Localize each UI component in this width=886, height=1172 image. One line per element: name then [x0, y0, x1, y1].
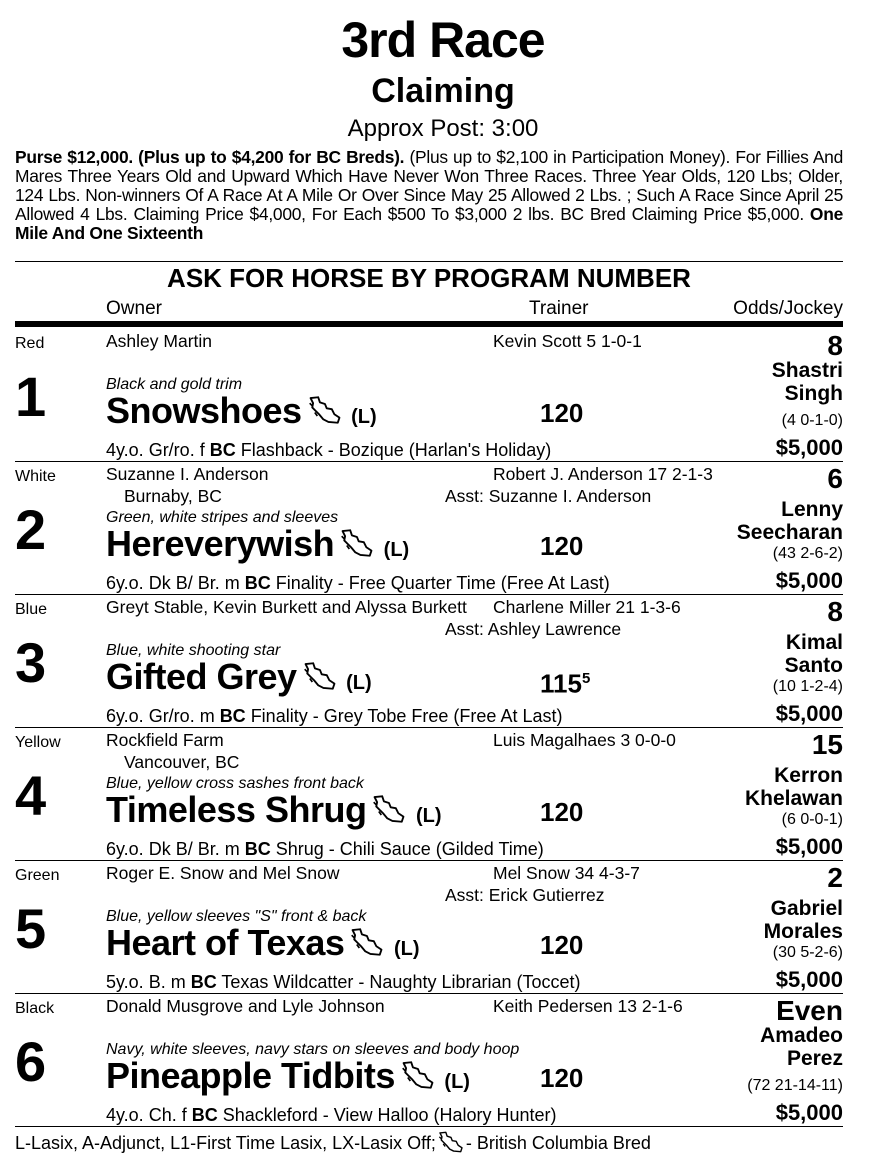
- morning-line-odds: 2: [827, 862, 843, 893]
- weight-value: 120: [540, 398, 584, 428]
- medication-code: (L): [383, 539, 410, 561]
- owner-location: Vancouver, BC: [124, 752, 240, 772]
- weight: [540, 664, 590, 699]
- silks-description: Blue, white shooting star: [106, 642, 281, 659]
- breeding-pedigree: Finality - Grey Tobe Free (Free At Last): [245, 706, 563, 726]
- assistant-trainer: Asst: Erick Gutierrez: [445, 885, 605, 905]
- owner-name: Greyt Stable, Kevin Burkett and Alyssa Burkett: [106, 597, 467, 617]
- silks-description: Black and gold trim: [106, 376, 243, 393]
- weight: [540, 1063, 583, 1093]
- morning-line-odds: 8: [827, 330, 843, 361]
- weight: [540, 398, 583, 428]
- entry-row: [15, 329, 843, 462]
- british-columbia-map-icon: [372, 794, 406, 824]
- owner-name: Ashley Martin: [106, 331, 213, 351]
- odds-column-header: Odds/Jockey: [733, 298, 843, 319]
- breeding-age-sex: 5y.o. B. m: [106, 972, 191, 992]
- weight-value: 120: [540, 1063, 584, 1093]
- claiming-price: $5,000: [775, 967, 843, 992]
- program-number: 2: [15, 498, 47, 561]
- british-columbia-map-icon: [438, 1131, 464, 1153]
- program-number: 6: [15, 1030, 47, 1093]
- saddle-cloth-color: White: [15, 468, 56, 485]
- legend-footer: [15, 1131, 651, 1154]
- program-number: 4: [15, 764, 47, 827]
- breeding-line: [106, 705, 562, 727]
- jockey-first-name: Lenny: [781, 498, 843, 521]
- bc-bred-marker: BC: [209, 440, 236, 460]
- morning-line-odds: 15: [811, 729, 843, 760]
- silks-description: Navy, white sleeves, navy stars on sleeves and body hoop: [106, 1041, 520, 1058]
- weight-allowance: 5: [581, 670, 591, 687]
- bc-bred-marker: BC: [191, 1105, 218, 1125]
- silks-description: Blue, yellow cross sashes front back: [106, 775, 364, 792]
- conditions-text: (Plus up to $2,100 in Participation Money). For Fillies And Mares Three Years Old and Upward Which Have Never Won Three Races. Three Year Olds, 120 Lbs; Older, 124 Lbs. Non-winners Of A Race At A Mile Or Over Since May 25 Allowed 2 Lbs. ; Such A Race Since April 25 Allowed 4 Lbs. Claiming Price $4,000, For Each $500 To $3,000 2 lbs. BC Bred Claiming Price $5,000.: [15, 147, 844, 224]
- saddle-cloth-color: Blue: [15, 601, 48, 618]
- breeding-pedigree: Shackleford - View Halloo (Halory Hunter): [217, 1105, 557, 1125]
- trainer-name: Charlene Miller 21 1-3-6: [493, 597, 681, 617]
- medication-code: (L): [393, 938, 420, 960]
- jockey-last-name: Singh: [784, 382, 843, 405]
- entry-row: [15, 595, 843, 728]
- program-number-banner: ASK FOR HORSE BY PROGRAM NUMBER: [15, 261, 843, 294]
- breeding-pedigree: Texas Wildcatter - Naughty Librarian (Toccet): [216, 972, 581, 992]
- legend-text: L-Lasix, A-Adjunct, L1-First Time Lasix, LX-Lasix Off;: [15, 1133, 436, 1153]
- breeding-line: [106, 439, 551, 461]
- breeding-age-sex: 6y.o. Dk B/ Br. m: [106, 573, 245, 593]
- trainer-name: Kevin Scott 5 1-0-1: [493, 331, 642, 351]
- trainer-name: Robert J. Anderson 17 2-1-3: [493, 464, 713, 484]
- jockey-record: (4 0-1-0): [781, 412, 843, 429]
- race-type: Claiming: [371, 72, 515, 110]
- weight-value: 115: [540, 668, 582, 699]
- british-columbia-map-icon: [340, 528, 374, 558]
- bc-bred-marker: BC: [219, 706, 246, 726]
- entry-row: [15, 994, 843, 1127]
- horse-name-line: [106, 655, 372, 705]
- race-title: 3rd Race: [341, 12, 545, 68]
- medication-code: (L): [444, 1071, 470, 1093]
- breeding-line: [106, 1104, 557, 1126]
- saddle-cloth-color: Yellow: [15, 734, 61, 751]
- jockey-record: (30 5-2-6): [772, 944, 843, 961]
- morning-line-odds: 8: [827, 596, 843, 627]
- weight-value: 120: [540, 930, 584, 960]
- jockey-last-name: Morales: [763, 920, 843, 943]
- morning-line-odds: Even: [776, 995, 843, 1026]
- weight: [540, 531, 583, 561]
- trainer-name: Luis Magalhaes 3 0-0-0: [493, 730, 676, 750]
- breeding-age-sex: 6y.o. Gr/ro. m: [106, 706, 220, 726]
- horse-name: Snowshoes: [106, 390, 302, 431]
- assistant-trainer: Asst: Ashley Lawrence: [445, 619, 622, 639]
- post-time: Approx Post: 3:00: [347, 115, 539, 142]
- weight-value: 120: [540, 531, 584, 561]
- entry-row: [15, 462, 843, 595]
- morning-line-odds: 6: [827, 463, 843, 494]
- bc-bred-marker: BC: [244, 573, 271, 593]
- claiming-price: $5,000: [775, 834, 843, 859]
- jockey-first-name: Kerron: [774, 764, 843, 787]
- silks-description: Blue, yellow sleeves "S" front & back: [106, 908, 367, 925]
- claiming-price: $5,000: [775, 568, 843, 593]
- distance-text: One Mile And One Sixteenth: [15, 204, 843, 243]
- breeding-pedigree: Flashback - Bozique (Harlan's Holiday): [235, 440, 552, 460]
- bc-bred-label: - British Columbia Bred: [465, 1133, 651, 1153]
- medication-code: (L): [351, 406, 377, 428]
- horse-name-line: [106, 522, 409, 572]
- trainer-name: Mel Snow 34 4-3-7: [493, 863, 640, 883]
- owner-column-header: Owner: [106, 298, 162, 319]
- program-number: 3: [15, 631, 47, 694]
- british-columbia-map-icon: [401, 1060, 435, 1090]
- breeding-pedigree: Shrug - Chili Sauce (Gilded Time): [270, 839, 544, 859]
- british-columbia-map-icon: [308, 395, 342, 425]
- saddle-cloth-color: Black: [15, 1000, 55, 1017]
- jockey-record: (6 0-0-1): [781, 811, 843, 828]
- jockey-record: (10 1-2-4): [772, 678, 843, 695]
- claiming-price: $5,000: [775, 1100, 843, 1125]
- medication-code: (L): [346, 672, 372, 694]
- weight: [540, 797, 583, 827]
- weight-value: 120: [540, 797, 584, 827]
- program-number: 1: [15, 365, 47, 428]
- owner-location: Burnaby, BC: [124, 486, 222, 506]
- owner-name: Suzanne I. Anderson: [106, 464, 269, 484]
- jockey-record: (72 21-14-11): [747, 1077, 843, 1094]
- entry-row: [15, 861, 843, 994]
- breeding-age-sex: 6y.o. Dk B/ Br. m: [106, 839, 245, 859]
- jockey-first-name: Gabriel: [770, 897, 843, 920]
- bc-bred-marker: BC: [244, 839, 271, 859]
- assistant-trainer: Asst: Suzanne I. Anderson: [445, 486, 652, 506]
- saddle-cloth-color: Red: [15, 335, 45, 352]
- breeding-age-sex: 4y.o. Ch. f: [106, 1105, 192, 1125]
- jockey-last-name: Perez: [786, 1047, 843, 1070]
- horse-name: Gifted Grey: [106, 656, 297, 697]
- entry-divider: [15, 1126, 843, 1127]
- jockey-last-name: Khelawan: [744, 787, 843, 810]
- breeding-line: [106, 572, 610, 594]
- horse-name-line: [106, 788, 442, 838]
- horse-name-line: [106, 921, 420, 971]
- saddle-cloth-color: Green: [15, 867, 60, 884]
- jockey-first-name: Kimal: [785, 631, 843, 654]
- breeding-line: [106, 838, 544, 860]
- jockey-record: (43 2-6-2): [772, 545, 843, 562]
- jockey-last-name: Seecharan: [736, 521, 843, 544]
- owner-name: Rockfield Farm: [106, 730, 224, 750]
- horse-name: Timeless Shrug: [106, 789, 367, 830]
- owner-name: Roger E. Snow and Mel Snow: [106, 863, 340, 883]
- jockey-first-name: Shastri: [771, 359, 843, 382]
- jockey-first-name: Amadeo: [760, 1024, 843, 1047]
- claiming-price: $5,000: [775, 435, 843, 460]
- weight: [540, 930, 583, 960]
- header-rule: [15, 321, 843, 327]
- breeding-line: [106, 971, 581, 993]
- horse-name: Heart of Texas: [106, 922, 345, 963]
- silks-description: Green, white stripes and sleeves: [106, 509, 339, 526]
- purse-text: Purse $12,000. (Plus up to $4,200 for BC Breds).: [15, 147, 405, 167]
- jockey-last-name: Santo: [784, 654, 843, 677]
- medication-code: (L): [415, 805, 442, 827]
- horse-name: Hereverywish: [106, 523, 335, 564]
- horse-name: Pineapple Tidbits: [106, 1055, 395, 1096]
- british-columbia-map-icon: [303, 661, 337, 691]
- entry-row: [15, 728, 843, 861]
- horse-name-line: [106, 389, 377, 439]
- race-conditions: [15, 148, 843, 243]
- british-columbia-map-icon: [350, 927, 384, 957]
- claiming-price: $5,000: [775, 701, 843, 726]
- owner-name: Donald Musgrove and Lyle Johnson: [106, 996, 385, 1016]
- trainer-name: Keith Pedersen 13 2-1-6: [493, 996, 683, 1016]
- horse-name-line: [106, 1054, 470, 1104]
- breeding-age-sex: 4y.o. Gr/ro. f: [106, 440, 210, 460]
- breeding-pedigree: Finality - Free Quarter Time (Free At Last): [270, 573, 610, 593]
- trainer-column-header: Trainer: [529, 298, 589, 319]
- bc-bred-marker: BC: [190, 972, 217, 992]
- program-number: 5: [15, 897, 47, 960]
